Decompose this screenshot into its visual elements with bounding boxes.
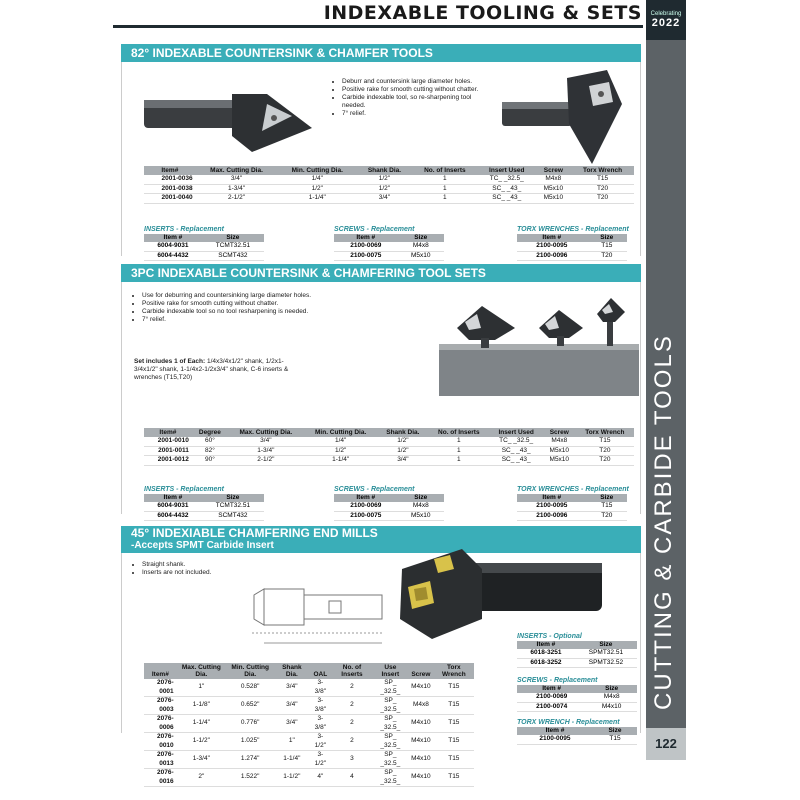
subtable-title: SCREWS - Replacement bbox=[334, 226, 415, 233]
feature-item: • Straight shank. bbox=[142, 561, 284, 569]
column-header: No. of Inserts bbox=[428, 428, 489, 437]
section-title: 3PC INDEXABLE COUNTERSINK & CHAMFERING TOOL SETS bbox=[121, 264, 641, 282]
cell: 2 bbox=[331, 715, 372, 733]
cell: 1-1/2" bbox=[177, 733, 226, 751]
table-row bbox=[334, 251, 444, 261]
cell: SC_ _43_ bbox=[478, 194, 536, 204]
catalog-page bbox=[113, 0, 686, 800]
cell: M4x10 bbox=[408, 679, 434, 697]
cell: 1-1/8" bbox=[177, 697, 226, 715]
cell: M4x10 bbox=[586, 702, 637, 712]
cell: 1-1/2" bbox=[274, 769, 309, 787]
cell: M4x8 bbox=[543, 437, 576, 446]
cell-item: 2076-0001 bbox=[144, 679, 177, 697]
cell: 1/4" bbox=[277, 175, 357, 184]
cell: 1.025" bbox=[226, 733, 274, 751]
cell: 1 bbox=[412, 175, 478, 184]
cell: SP_ _32.5_ bbox=[373, 733, 409, 751]
cell: TC_ _32.5_ bbox=[489, 437, 542, 446]
section-subtitle: -Accepts SPMT Carbide Insert bbox=[131, 540, 274, 551]
cell: 2100-0096 bbox=[517, 251, 587, 261]
cell: T15 bbox=[434, 715, 474, 733]
spec-table bbox=[144, 663, 474, 787]
feature-item: • Use for deburring and countersinking large diameter holes. bbox=[142, 292, 434, 300]
badge-caption: Celebrating bbox=[650, 11, 682, 17]
inserts-optional bbox=[517, 633, 637, 668]
countersink-tool-image-2 bbox=[497, 64, 637, 169]
cell: 1-3/4" bbox=[228, 446, 304, 456]
cell: 6018-3251 bbox=[517, 649, 575, 658]
column-header: Torx Wrench bbox=[571, 166, 634, 175]
cell: 1-1/4" bbox=[274, 751, 309, 769]
table-row bbox=[517, 242, 627, 251]
cell: 1/2" bbox=[304, 446, 378, 456]
column-header: Shank Dia. bbox=[274, 663, 309, 679]
cell: 2100-0075 bbox=[334, 511, 398, 521]
subtable-title: TORX WRENCHES - Replacement bbox=[517, 226, 629, 233]
cell: 3-3/8" bbox=[309, 679, 331, 697]
cell: 2100-0095 bbox=[517, 502, 587, 511]
screws-replacement bbox=[334, 486, 444, 521]
cell: M5x10 bbox=[543, 446, 576, 456]
column-header: Size bbox=[202, 234, 264, 242]
cell: M4x10 bbox=[408, 769, 434, 787]
cell: 2 bbox=[331, 733, 372, 751]
cell: T20 bbox=[576, 456, 634, 466]
column-header: Item # bbox=[517, 685, 586, 693]
cell: SC_ _43_ bbox=[489, 446, 542, 456]
table-row bbox=[144, 251, 264, 261]
cell: 1 bbox=[428, 456, 489, 466]
cell: 2-1/2" bbox=[196, 194, 278, 204]
cell: 6004-4432 bbox=[144, 251, 202, 261]
table-row bbox=[334, 242, 444, 251]
cell: 3-1/2" bbox=[309, 733, 331, 751]
section-3pc-set bbox=[121, 264, 641, 519]
header-rule bbox=[113, 25, 643, 28]
tool-set-image bbox=[437, 288, 642, 398]
subtable bbox=[517, 685, 637, 712]
column-header: Size bbox=[398, 234, 444, 242]
cell: 2100-0096 bbox=[517, 511, 587, 521]
column-header: OAL bbox=[309, 663, 331, 679]
cell-item: 2076-0010 bbox=[144, 733, 177, 751]
badge-year: 2022 bbox=[651, 17, 681, 29]
subtable bbox=[334, 234, 444, 261]
cell: T15 bbox=[434, 733, 474, 751]
cell: SCMT432 bbox=[202, 251, 264, 261]
column-header: Item# bbox=[144, 663, 177, 679]
page-header bbox=[113, 0, 686, 27]
cell: 3/4" bbox=[196, 175, 278, 184]
table-row bbox=[144, 194, 634, 204]
cell: M5x10 bbox=[398, 251, 444, 261]
cell: 60° bbox=[192, 437, 228, 446]
subtable bbox=[517, 234, 627, 261]
inserts-replacement bbox=[144, 486, 264, 521]
column-header: Shank Dia. bbox=[378, 428, 429, 437]
cell: 3/4" bbox=[378, 456, 429, 466]
cell: 2100-0069 bbox=[517, 693, 586, 702]
cell: 2100-0095 bbox=[517, 242, 587, 251]
cell: 6004-4432 bbox=[144, 511, 202, 521]
cell: T15 bbox=[571, 175, 634, 184]
table-row bbox=[144, 769, 474, 787]
feature-item: • Carbide indexable tool, so re-sharpening tool needed. bbox=[342, 94, 479, 110]
cell: 6004-9031 bbox=[144, 242, 202, 251]
cell: 2" bbox=[177, 769, 226, 787]
column-header: Max. Cutting Dia. bbox=[177, 663, 226, 679]
cell: T15 bbox=[587, 502, 627, 511]
cell: 2100-0075 bbox=[334, 251, 398, 261]
cell: TCMT32.51 bbox=[202, 242, 264, 251]
cell: 1" bbox=[274, 733, 309, 751]
cell: 1-1/4" bbox=[304, 456, 378, 466]
inserts-replacement bbox=[144, 226, 264, 261]
column-header: Max. Cutting Dia. bbox=[228, 428, 304, 437]
cell: 3/4" bbox=[274, 697, 309, 715]
cell: SC_ _43_ bbox=[489, 456, 542, 466]
column-header: No. of Inserts bbox=[331, 663, 372, 679]
column-header: Degree bbox=[192, 428, 228, 437]
section-45-end-mills bbox=[121, 526, 641, 785]
cell: 1 bbox=[428, 446, 489, 456]
cell: T20 bbox=[576, 446, 634, 456]
subtable-title: INSERTS - Replacement bbox=[144, 226, 225, 233]
cell: M4x8 bbox=[536, 175, 572, 184]
cell-item: 2001-0012 bbox=[144, 456, 192, 466]
column-header: Size bbox=[587, 494, 627, 502]
column-header: Screw bbox=[536, 166, 572, 175]
cell: 2100-0069 bbox=[334, 502, 398, 511]
cell-item: 2076-0006 bbox=[144, 715, 177, 733]
countersink-tool-image bbox=[142, 76, 317, 156]
table-row bbox=[517, 502, 627, 511]
cell: 1.522" bbox=[226, 769, 274, 787]
column-header: Item # bbox=[517, 641, 575, 649]
end-mill-diagram bbox=[234, 583, 384, 653]
column-header: Item # bbox=[144, 494, 202, 502]
feature-list bbox=[134, 561, 284, 577]
cell: 1-3/4" bbox=[177, 751, 226, 769]
cell: SP_ _32.5_ bbox=[373, 769, 409, 787]
feature-item: • Positive rake for smooth cutting without chatter. bbox=[342, 86, 479, 94]
column-header: Max. Cutting Dia. bbox=[196, 166, 278, 175]
set-text: 1/4x3/4x1/2" shank, 1/2x1-3/4x1/2" shank, 1-1/4x2-1/2x3/4" shank, C-6 inserts & wrenches (T15,T20) bbox=[134, 358, 289, 381]
section-82-countersink bbox=[121, 44, 641, 259]
cell: 2 bbox=[331, 679, 372, 697]
table-row bbox=[144, 511, 264, 521]
torx-replacement bbox=[517, 719, 637, 745]
cell: T15 bbox=[434, 769, 474, 787]
page-title: INDEXABLE TOOLING & SETS bbox=[323, 2, 642, 24]
cell: 0.528" bbox=[226, 679, 274, 697]
feature-item: • Carbide indexable tool so no tool resharpening is needed. bbox=[142, 308, 434, 316]
table-row bbox=[517, 735, 637, 744]
cell: TCMT32.51 bbox=[202, 502, 264, 511]
cell: 4" bbox=[309, 769, 331, 787]
cell: 1 bbox=[428, 437, 489, 446]
table-row bbox=[517, 251, 627, 261]
table-row bbox=[517, 658, 637, 668]
cell-item: 2001-0040 bbox=[144, 194, 196, 204]
feature-item: • 7° relief. bbox=[142, 316, 434, 324]
cell: 6004-9031 bbox=[144, 502, 202, 511]
cell: TC_ _32.5_ bbox=[478, 175, 536, 184]
cell: 4 bbox=[331, 769, 372, 787]
cell-item: 2001-0036 bbox=[144, 175, 196, 184]
torx-replacement bbox=[517, 226, 629, 261]
table-row bbox=[144, 184, 634, 194]
cell-item: 2076-0013 bbox=[144, 751, 177, 769]
subtable bbox=[517, 641, 637, 668]
page-number: 122 bbox=[646, 728, 686, 760]
column-header: Min. Cutting Dia. bbox=[304, 428, 378, 437]
cell: SPMT32.51 bbox=[575, 649, 637, 658]
column-header: Item # bbox=[517, 234, 587, 242]
cell: SP_ _32.5_ bbox=[373, 679, 409, 697]
cell: 1" bbox=[177, 679, 226, 697]
feature-list bbox=[134, 292, 434, 324]
cell: 3-1/2" bbox=[309, 751, 331, 769]
cell: 1.274" bbox=[226, 751, 274, 769]
cell: 1-3/4" bbox=[196, 184, 278, 194]
column-header: Item# bbox=[144, 428, 192, 437]
cell: T15 bbox=[434, 697, 474, 715]
cell: T20 bbox=[587, 251, 627, 261]
feature-item: • Positive rake for smooth cutting without chatter. bbox=[142, 300, 434, 308]
column-header: Min. Cutting Dia. bbox=[226, 663, 274, 679]
table-row bbox=[144, 175, 634, 184]
table-row bbox=[517, 693, 637, 702]
section-title: 82° INDEXABLE COUNTERSINK & CHAMFER TOOLS bbox=[121, 44, 641, 62]
subtable bbox=[517, 727, 637, 745]
cell: 1-1/4" bbox=[277, 194, 357, 204]
set-contents bbox=[134, 358, 304, 382]
cell: 3/4" bbox=[228, 437, 304, 446]
cell-item: 2001-0011 bbox=[144, 446, 192, 456]
cell: T20 bbox=[571, 184, 634, 194]
feature-item: • Inserts are not included. bbox=[142, 569, 284, 577]
subtable-title: TORX WRENCHES - Replacement bbox=[517, 486, 629, 493]
cell: M4x10 bbox=[408, 733, 434, 751]
spec-table bbox=[144, 428, 634, 466]
table-row bbox=[144, 751, 474, 769]
set-label: Set includes 1 of Each: bbox=[134, 358, 206, 365]
table-row bbox=[144, 733, 474, 751]
cell: 1 bbox=[412, 184, 478, 194]
column-header: Item# bbox=[144, 166, 196, 175]
screws-replacement bbox=[334, 226, 444, 261]
cell-item: 2001-0010 bbox=[144, 437, 192, 446]
cell: M4x8 bbox=[586, 693, 637, 702]
column-header: Screw bbox=[543, 428, 576, 437]
table-row bbox=[144, 715, 474, 733]
table-row bbox=[144, 679, 474, 697]
cell: 1/2" bbox=[277, 184, 357, 194]
feature-list bbox=[334, 78, 479, 118]
column-header: Min. Cutting Dia. bbox=[277, 166, 357, 175]
cell: M5x10 bbox=[543, 456, 576, 466]
cell: 1 bbox=[412, 194, 478, 204]
cell: 3/4" bbox=[357, 194, 412, 204]
feature-item: • 7° relief. bbox=[342, 110, 479, 118]
table-row bbox=[144, 446, 634, 456]
subtable-title: INSERTS - Replacement bbox=[144, 486, 225, 493]
cell: T20 bbox=[571, 194, 634, 204]
table-row bbox=[144, 437, 634, 446]
table-row bbox=[334, 511, 444, 521]
cell: T20 bbox=[587, 511, 627, 521]
column-header: Size bbox=[202, 494, 264, 502]
column-header: Shank Dia. bbox=[357, 166, 412, 175]
subtable bbox=[334, 494, 444, 521]
cell: T15 bbox=[434, 751, 474, 769]
side-tab-label: CUTTING & CARBIDE TOOLS bbox=[650, 334, 677, 710]
cell: M4x8 bbox=[408, 697, 434, 715]
cell: 90° bbox=[192, 456, 228, 466]
table-row bbox=[334, 502, 444, 511]
cell: 2-1/2" bbox=[228, 456, 304, 466]
cell: 3 bbox=[331, 751, 372, 769]
table-row bbox=[144, 456, 634, 466]
subtable-title: SCREWS - Replacement bbox=[334, 486, 415, 493]
column-header: Torx Wrench bbox=[434, 663, 474, 679]
cell: SP_ _32.5_ bbox=[373, 697, 409, 715]
cell: 6018-3252 bbox=[517, 658, 575, 668]
cell: SP_ _32.5_ bbox=[373, 715, 409, 733]
subtable bbox=[144, 494, 264, 521]
column-header: Size bbox=[593, 727, 637, 735]
cell: 0.776" bbox=[226, 715, 274, 733]
cell: M4x10 bbox=[408, 751, 434, 769]
subtable bbox=[144, 234, 264, 261]
cell: 3/4" bbox=[274, 715, 309, 733]
cell: 2100-0074 bbox=[517, 702, 586, 712]
table-row bbox=[144, 242, 264, 251]
cell: 0.652" bbox=[226, 697, 274, 715]
subtable-title: INSERTS - Optional bbox=[517, 633, 582, 640]
subtable-title: SCREWS - Replacement bbox=[517, 677, 598, 684]
cell: 1/2" bbox=[357, 175, 412, 184]
cell: 1/2" bbox=[378, 446, 429, 456]
cell: M5x10 bbox=[398, 511, 444, 521]
cell: M4x10 bbox=[408, 715, 434, 733]
spec-table bbox=[144, 166, 634, 204]
column-header: Torx Wrench bbox=[576, 428, 634, 437]
torx-replacement bbox=[517, 486, 629, 521]
cell: 2100-0095 bbox=[517, 735, 593, 744]
column-header: Item # bbox=[517, 494, 587, 502]
cell: M5x10 bbox=[536, 194, 572, 204]
table-row bbox=[144, 502, 264, 511]
column-header: Insert Used bbox=[478, 166, 536, 175]
celebration-badge bbox=[646, 0, 686, 40]
column-header: Item # bbox=[334, 494, 398, 502]
table-row bbox=[144, 697, 474, 715]
cell: 1/2" bbox=[357, 184, 412, 194]
column-header: Size bbox=[398, 494, 444, 502]
side-tab bbox=[646, 40, 686, 760]
cell: T15 bbox=[587, 242, 627, 251]
column-header: Item # bbox=[517, 727, 593, 735]
table-row bbox=[517, 511, 627, 521]
column-header: Size bbox=[587, 234, 627, 242]
cell: M5x10 bbox=[536, 184, 572, 194]
cell: T15 bbox=[593, 735, 637, 744]
cell: 82° bbox=[192, 446, 228, 456]
cell: SC_ _43_ bbox=[478, 184, 536, 194]
cell: 1/4" bbox=[304, 437, 378, 446]
cell: M4x8 bbox=[398, 242, 444, 251]
screws-replacement bbox=[517, 677, 637, 712]
cell: SPMT32.52 bbox=[575, 658, 637, 668]
cell-item: 2076-0003 bbox=[144, 697, 177, 715]
cell: 1-1/4" bbox=[177, 715, 226, 733]
cell: 1/2" bbox=[378, 437, 429, 446]
cell: T15 bbox=[434, 679, 474, 697]
feature-item: • Deburr and countersink large diameter holes. bbox=[342, 78, 479, 86]
column-header: Screw bbox=[408, 663, 434, 679]
column-header: Item # bbox=[144, 234, 202, 242]
section-title: 45° INDEXIABLE CHAMFERING END MILLS bbox=[131, 526, 378, 540]
cell: 3-3/8" bbox=[309, 697, 331, 715]
cell: 2100-0069 bbox=[334, 242, 398, 251]
column-header: Use Insert bbox=[373, 663, 409, 679]
column-header: Item # bbox=[334, 234, 398, 242]
column-header: Size bbox=[586, 685, 637, 693]
subtable bbox=[517, 494, 627, 521]
subtable-title: TORX WRENCH - Replacement bbox=[517, 719, 620, 726]
cell-item: 2001-0038 bbox=[144, 184, 196, 194]
cell: T15 bbox=[576, 437, 634, 446]
cell: SP_ _32.5_ bbox=[373, 751, 409, 769]
cell: 2 bbox=[331, 697, 372, 715]
table-row bbox=[517, 702, 637, 712]
cell: SCMT432 bbox=[202, 511, 264, 521]
cell-item: 2076-0016 bbox=[144, 769, 177, 787]
table-row bbox=[517, 649, 637, 658]
column-header: Size bbox=[575, 641, 637, 649]
column-header: No. of Inserts bbox=[412, 166, 478, 175]
column-header: Insert Used bbox=[489, 428, 542, 437]
cell: 3-3/8" bbox=[309, 715, 331, 733]
cell: 3/4" bbox=[274, 679, 309, 697]
cell: M4x8 bbox=[398, 502, 444, 511]
